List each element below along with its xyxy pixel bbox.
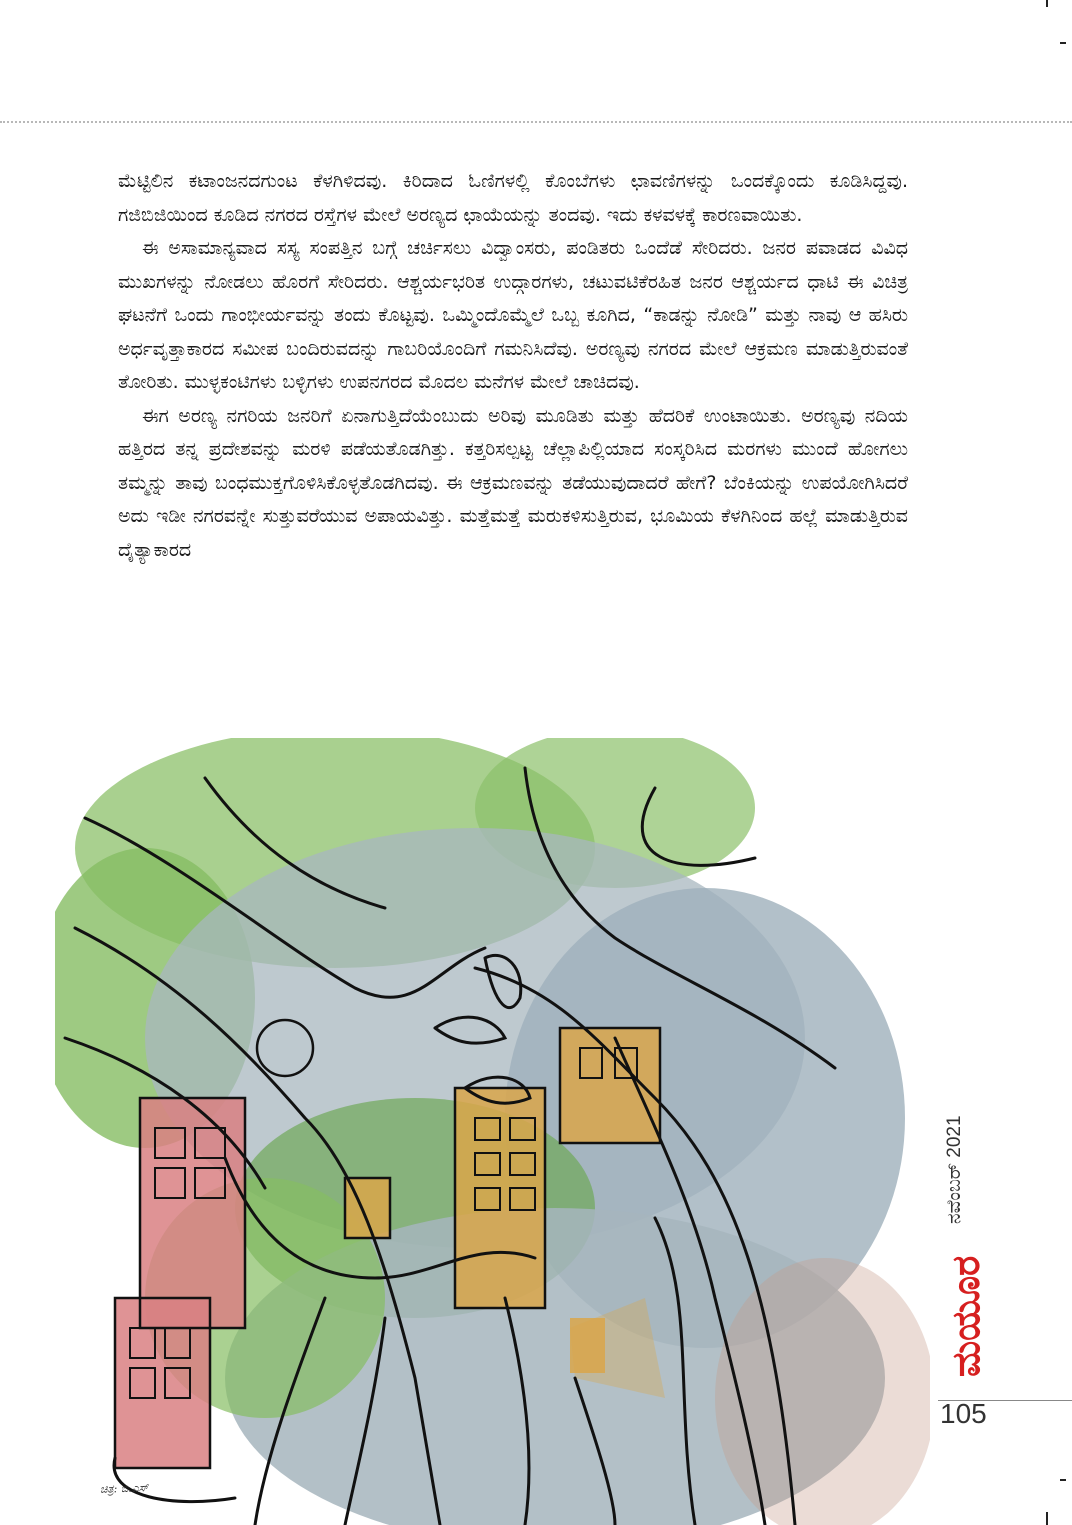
article-paragraph: ಮೆಟ್ಟಿಲಿನ ಕಟಾಂಜನದಗುಂಟ ಕೆಳಗಿಳಿದವು. ಕಿರಿದಾದ ಓಣಿಗಳಲ್ಲಿ ಕೊಂಬೆಗಳು ಛಾವಣಿಗಳನ್ನು ಒಂದಕ್ಕೊಂದು ಕೂಡಿಸಿದ್ದವು. ಗಜಿಬಿಜಿಯಿಂದ ಕೂಡಿದ ನಗರದ ರಸ್ತೆಗಳ ಮೇಲೆ ಅರಣ್ಯದ ಛಾಯೆಯನ್ನು ತಂದವು. ಇದು ಕಳವಳಕ್ಕೆ ಕಾರಣವಾಯಿತು. xyxy=(118,170,908,226)
header-dotted-rule xyxy=(0,121,1072,123)
illustration-artwork xyxy=(55,738,930,1525)
crop-mark xyxy=(1060,1479,1066,1481)
article-paragraph: ಈಗ ಅರಣ್ಯ ನಗರಿಯ ಜನರಿಗೆ ಏನಾಗುತ್ತಿದೆಯೆಂಬುದು ಅರಿವು ಮೂಡಿತು ಮತ್ತು ಹೆದರಿಕೆ ಉಂಟಾಯಿತು. ಅರಣ್ಯವು ನದಿಯ ಹತ್ತಿರದ ತನ್ನ ಪ್ರದೇಶವನ್ನು ಮರಳಿ ಪಡೆಯತೊಡಗಿತ್ತು. ಕತ್ತರಿಸಲ್ಪಟ್ಟ ಚೆಲ್ಲಾಪಿಲ್ಲಿಯಾದ ಸಂಸ್ಕರಿಸಿದ ಮರಗಳು ಮುಂದೆ ಹೋಗಲು ತಮ್ಮನ್ನು ತಾವು ಬಂಧಮುಕ್ತಗೊಳಿಸಿಕೊಳ್ಳತೊಡಗಿದವು. ಈ ಆಕ್ರಮಣವನ್ನು ತಡೆಯುವುದಾದರೆ ಹೇಗೆ? ಬೆಂಕಿಯನ್ನು ಉಪಯೋಗಿಸಿದರೆ ಅದು ಇಡೀ ನಗರವನ್ನೇ ಸುತ್ತುವರೆಯುವ ಅಪಾಯವಿತ್ತು. ಮತ್ತೆಮತ್ತೆ ಮರುಕಳಿಸುತ್ತಿರುವ, ಭೂಮಿಯ ಕೆಳಗಿನಿಂದ ಹಲ್ಲೆ ಮಾಡುತ್ತಿರುವ ದೈತ್ಯಾಕಾರದ xyxy=(118,404,908,561)
article-body xyxy=(118,165,908,567)
issue-date: ನವೆಂಬರ್ 2021 xyxy=(944,1115,965,1224)
forest-city-illustration xyxy=(55,738,930,1525)
article-paragraph: ಈ ಅಸಾಮಾನ್ಯವಾದ ಸಸ್ಯ ಸಂಪತ್ತಿನ ಬಗ್ಗೆ ಚರ್ಚಿಸಲು ವಿದ್ವಾಂಸರು, ಪಂಡಿತರು ಒಂದೆಡೆ ಸೇರಿದರು. ಜನರ ಪವಾಡದ ವಿವಿಧ ಮುಖಗಳನ್ನು ನೋಡಲು ಹೊರಗೆ ಸೇರಿದರು. ಆಶ್ಚರ್ಯಭರಿತ ಉದ್ಗಾರಗಳು, ಚಟುವಟಿಕೆರಹಿತ ಜನರ ಆಶ್ಚರ್ಯದ ಧಾಟಿ ಈ ವಿಚಿತ್ರ ಘಟನೆಗೆ ಒಂದು ಗಾಂಭೀರ್ಯವನ್ನು ತಂದು ಕೊಟ್ಟವು. ಒಮ್ಮಿಂದೊಮ್ಮೆಲೆ ಒಬ್ಬ ಕೂಗಿದ, “ಕಾಡನ್ನು ನೋಡಿ” ಮತ್ತು ನಾವು ಆ ಹಸಿರು ಅರ್ಧವೃತ್ತಾಕಾರದ ಸಮೀಪ ಬಂದಿರುವದನ್ನು ಗಾಬರಿಯೊಂದಿಗೆ ಗಮನಿಸಿದೆವು. ಅರಣ್ಯವು ನಗರದ ಮೇಲೆ ಆಕ್ರಮಣ ಮಾಡುತ್ತಿರುವಂತೆ ತೋರಿತು. ಮುಳ್ಳಕಂಟಿಗಳು ಬಳ್ಳಿಗಳು ಉಪನಗರದ ಮೊದಲ ಮನೆಗಳ ಮೇಲೆ ಚಾಚಿದವು. xyxy=(118,237,908,393)
page-number: 105 xyxy=(940,1398,987,1429)
crop-mark xyxy=(1060,42,1066,44)
illustrator-signature: ಚಿತ್ರ: ಬಿ.ಎಸ್ xyxy=(99,1481,149,1496)
magazine-brand: ಮಯೂರ xyxy=(944,1255,988,1377)
crop-mark xyxy=(1046,0,1048,7)
crop-mark xyxy=(1046,1512,1048,1525)
